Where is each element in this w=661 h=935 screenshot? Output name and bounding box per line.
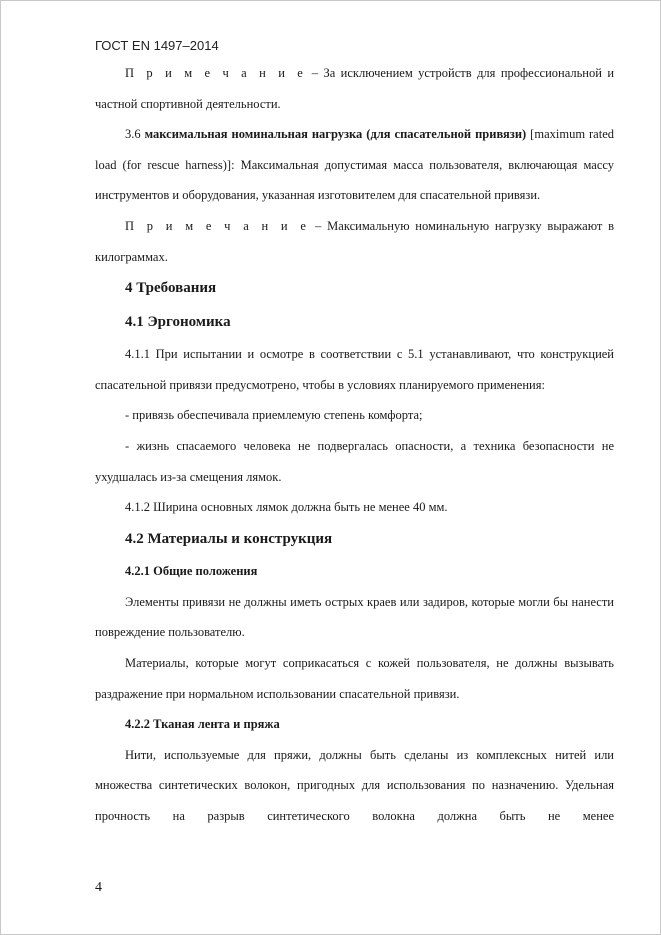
note-text: За исключением устройств для профессиональной и частной спортивной деятельности. [95, 66, 615, 111]
note-paragraph [95, 211, 614, 272]
paragraph-4-2-2: Нити, используемые для пряжи, должны быть сделаны из комплексных нитей или множества синтетических волокон, пригодных для использования по назначению. Удельная прочность на разрыв синтетического волокна должна быть не менее [95, 747, 614, 823]
note-dash: – [309, 218, 328, 233]
section-heading-4: 4 Требования [125, 280, 217, 297]
subsection-heading-4-2-1: 4.2.1 Общие положения [125, 564, 258, 579]
definition-number: 3.6 [125, 127, 145, 142]
note-dash: – [306, 66, 324, 80]
page-content [95, 58, 614, 832]
page-number: 4 [95, 880, 102, 895]
paragraph-4-1-1: 4.1.1 При испытании и осмотре в соответствии с 5.1 устанавливают, что конструкцией спасательной привязи предусмотрено, чтобы в условиях планируемого применения: [95, 347, 614, 392]
paragraph-4-2-1-a: Элементы привязи не должны иметь острых краев или задиров, которые могли бы нанести повреждение пользователю. [95, 594, 614, 640]
document-code-header: ГОСТ EN 1497–2014 [95, 38, 219, 53]
paragraph-4-2-1-b: Материалы, которые могут соприкасаться с кожей пользователя, не должны вызывать раздражение при нормальном использовании спасательной привязи. [95, 656, 614, 701]
section-heading-4-2: 4.2 Материалы и конструкция [125, 530, 333, 547]
paragraph-4-1-2: 4.1.2 Ширина основных лямок должна быть не менее 40 мм. [125, 500, 448, 515]
definition-3-6 [95, 119, 614, 211]
section-heading-4-1: 4.1 Эргономика [125, 313, 231, 330]
subsection-heading-4-2-2: 4.2.2 Тканая лента и пряжа [125, 717, 280, 732]
note-label: П р и м е ч а н и е [125, 66, 307, 80]
definition-text: [maximum rated load (for rescue harness)]: Максимальная допустимая масса пользователя, включающая массу инструментов и оборудования, указанная изготовителем для спасательной привязи. [95, 127, 614, 203]
note-paragraph [95, 58, 614, 119]
definition-term: максимальная номинальная нагрузка (для спасательной привязи) [144, 127, 527, 142]
bullet-item: - жизнь спасаемого человека не подвергалась опасности, а техника безопасности не ухудшалась из-за смещения лямок. [95, 438, 614, 484]
bullet-item: - привязь обеспечивала приемлемую степень комфорта; [125, 408, 423, 423]
note-label: П р и м е ч а н и е [125, 218, 310, 233]
note-text: Максимальную номинальную нагрузку выражают в килограммах. [95, 218, 614, 264]
